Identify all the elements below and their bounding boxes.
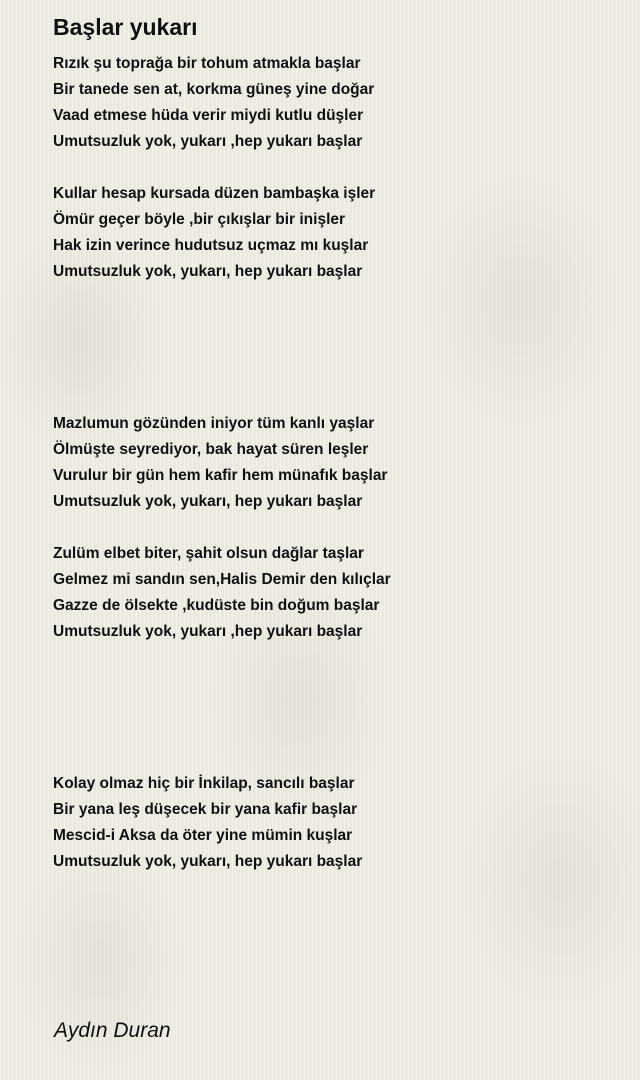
poem-line: Ölmüşte seyrediyor, bak hayat süren leşler: [53, 441, 369, 458]
poem-line: Gazze de ölsekte ,kudüste bin doğum başlar: [53, 597, 380, 614]
poem-line: Bir tanede sen at, korkma güneş yine doğar: [53, 81, 375, 98]
poem-line: Gelmez mi sandın sen,Halis Demir den kılıçlar: [53, 571, 391, 588]
poem-header: [53, 12, 613, 42]
poem-line: Bir yana leş düşecek bir yana kafir başlar: [53, 801, 358, 818]
poem-line: Umutsuzluk yok, yukarı, hep yukarı başlar: [53, 263, 363, 280]
stanza-5: [53, 771, 362, 875]
poem-line: Hak izin verince hudutsuz uçmaz mı kuşlar: [53, 237, 369, 254]
stanza-3: [53, 411, 387, 515]
poem-line: Vaad etmese hüda verir miydi kutlu düşler: [53, 107, 364, 124]
poem-line: Zulüm elbet biter, şahit olsun dağlar taşlar: [53, 545, 364, 562]
poem-line: Ömür geçer böyle ,bir çıkışlar bir inişler: [53, 211, 346, 228]
poem-line: Umutsuzluk yok, yukarı ,hep yukarı başlar: [53, 133, 363, 150]
poem-line: Umutsuzluk yok, yukarı, hep yukarı başlar: [53, 493, 363, 510]
poem-line: Mazlumun gözünden iniyor tüm kanlı yaşlar: [53, 415, 375, 432]
stanza-2: [53, 181, 375, 285]
stanza-1: [53, 51, 374, 155]
poem-line: Kolay olmaz hiç bir İnkilap, sancılı başlar: [53, 775, 355, 792]
poem-author: Aydın Duran: [54, 1019, 171, 1042]
poem-title: Başlar yukarı: [53, 14, 198, 40]
poem-line: Vurulur bir gün hem kafir hem münafık başlar: [53, 467, 388, 484]
poem-line: Mescid-i Aksa da öter yine mümin kuşlar: [53, 827, 353, 844]
poem-line: Umutsuzluk yok, yukarı ,hep yukarı başlar: [53, 623, 363, 640]
stanza-4: [53, 541, 391, 645]
poem-line: Umutsuzluk yok, yukarı, hep yukarı başlar: [53, 853, 363, 870]
poem-line: Kullar hesap kursada düzen bambaşka işler: [53, 185, 376, 202]
poem-line: Rızık şu toprağa bir tohum atmakla başlar: [53, 55, 361, 72]
